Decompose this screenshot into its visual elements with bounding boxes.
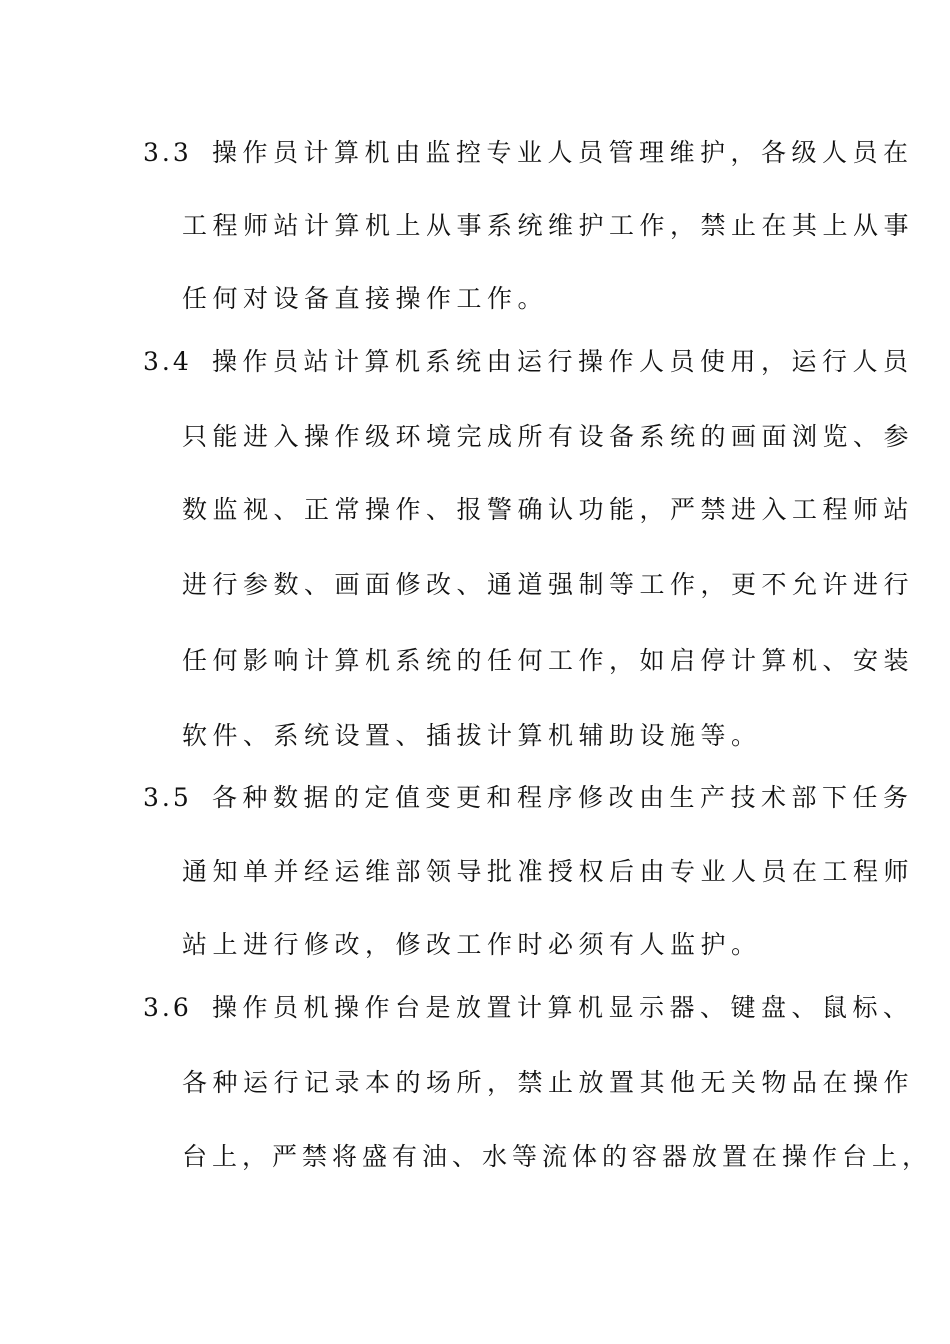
- paragraph-line: 站上进行修改，修改工作时必须有人监护。: [182, 930, 762, 959]
- paragraph-line: 工程师站计算机上从事系统维护工作，禁止在其上从事: [182, 211, 915, 240]
- paragraph-line: 软件、系统设置、插拔计算机辅助设施等。: [182, 721, 762, 750]
- section-number: 3.5: [143, 783, 192, 812]
- paragraph-line: 任何对设备直接操作工作。: [182, 284, 549, 313]
- paragraph-line: 各种运行记录本的场所，禁止放置其他无关物品在操作: [182, 1068, 915, 1097]
- paragraph-line: 数监视、正常操作、报警确认功能，严禁进入工程师站: [182, 495, 915, 524]
- paragraph-line: 进行参数、画面修改、通道强制等工作，更不允许进行: [182, 570, 915, 599]
- paragraph-line: 操作员计算机由监控专业人员管理维护，各级人员在: [212, 138, 914, 167]
- paragraph-line: 台上，严禁将盛有油、水等流体的容器放置在操作台上，: [182, 1142, 933, 1171]
- paragraph-line: 任何影响计算机系统的任何工作，如启停计算机、安装: [182, 646, 915, 675]
- paragraph-line: 只能进入操作级环境完成所有设备系统的画面浏览、参: [182, 422, 915, 451]
- paragraph-line: 操作员站计算机系统由运行操作人员使用，运行人员: [212, 347, 914, 376]
- paragraph-line: 操作员机操作台是放置计算机显示器、键盘、鼠标、: [212, 993, 914, 1022]
- section-number: 3.6: [143, 993, 192, 1022]
- paragraph-line: 通知单并经运维部领导批准授权后由专业人员在工程师: [182, 857, 915, 886]
- paragraph-line: 各种数据的定值变更和程序修改由生产技术部下任务: [212, 783, 914, 812]
- section-number: 3.4: [143, 347, 192, 376]
- section-number: 3.3: [143, 138, 192, 167]
